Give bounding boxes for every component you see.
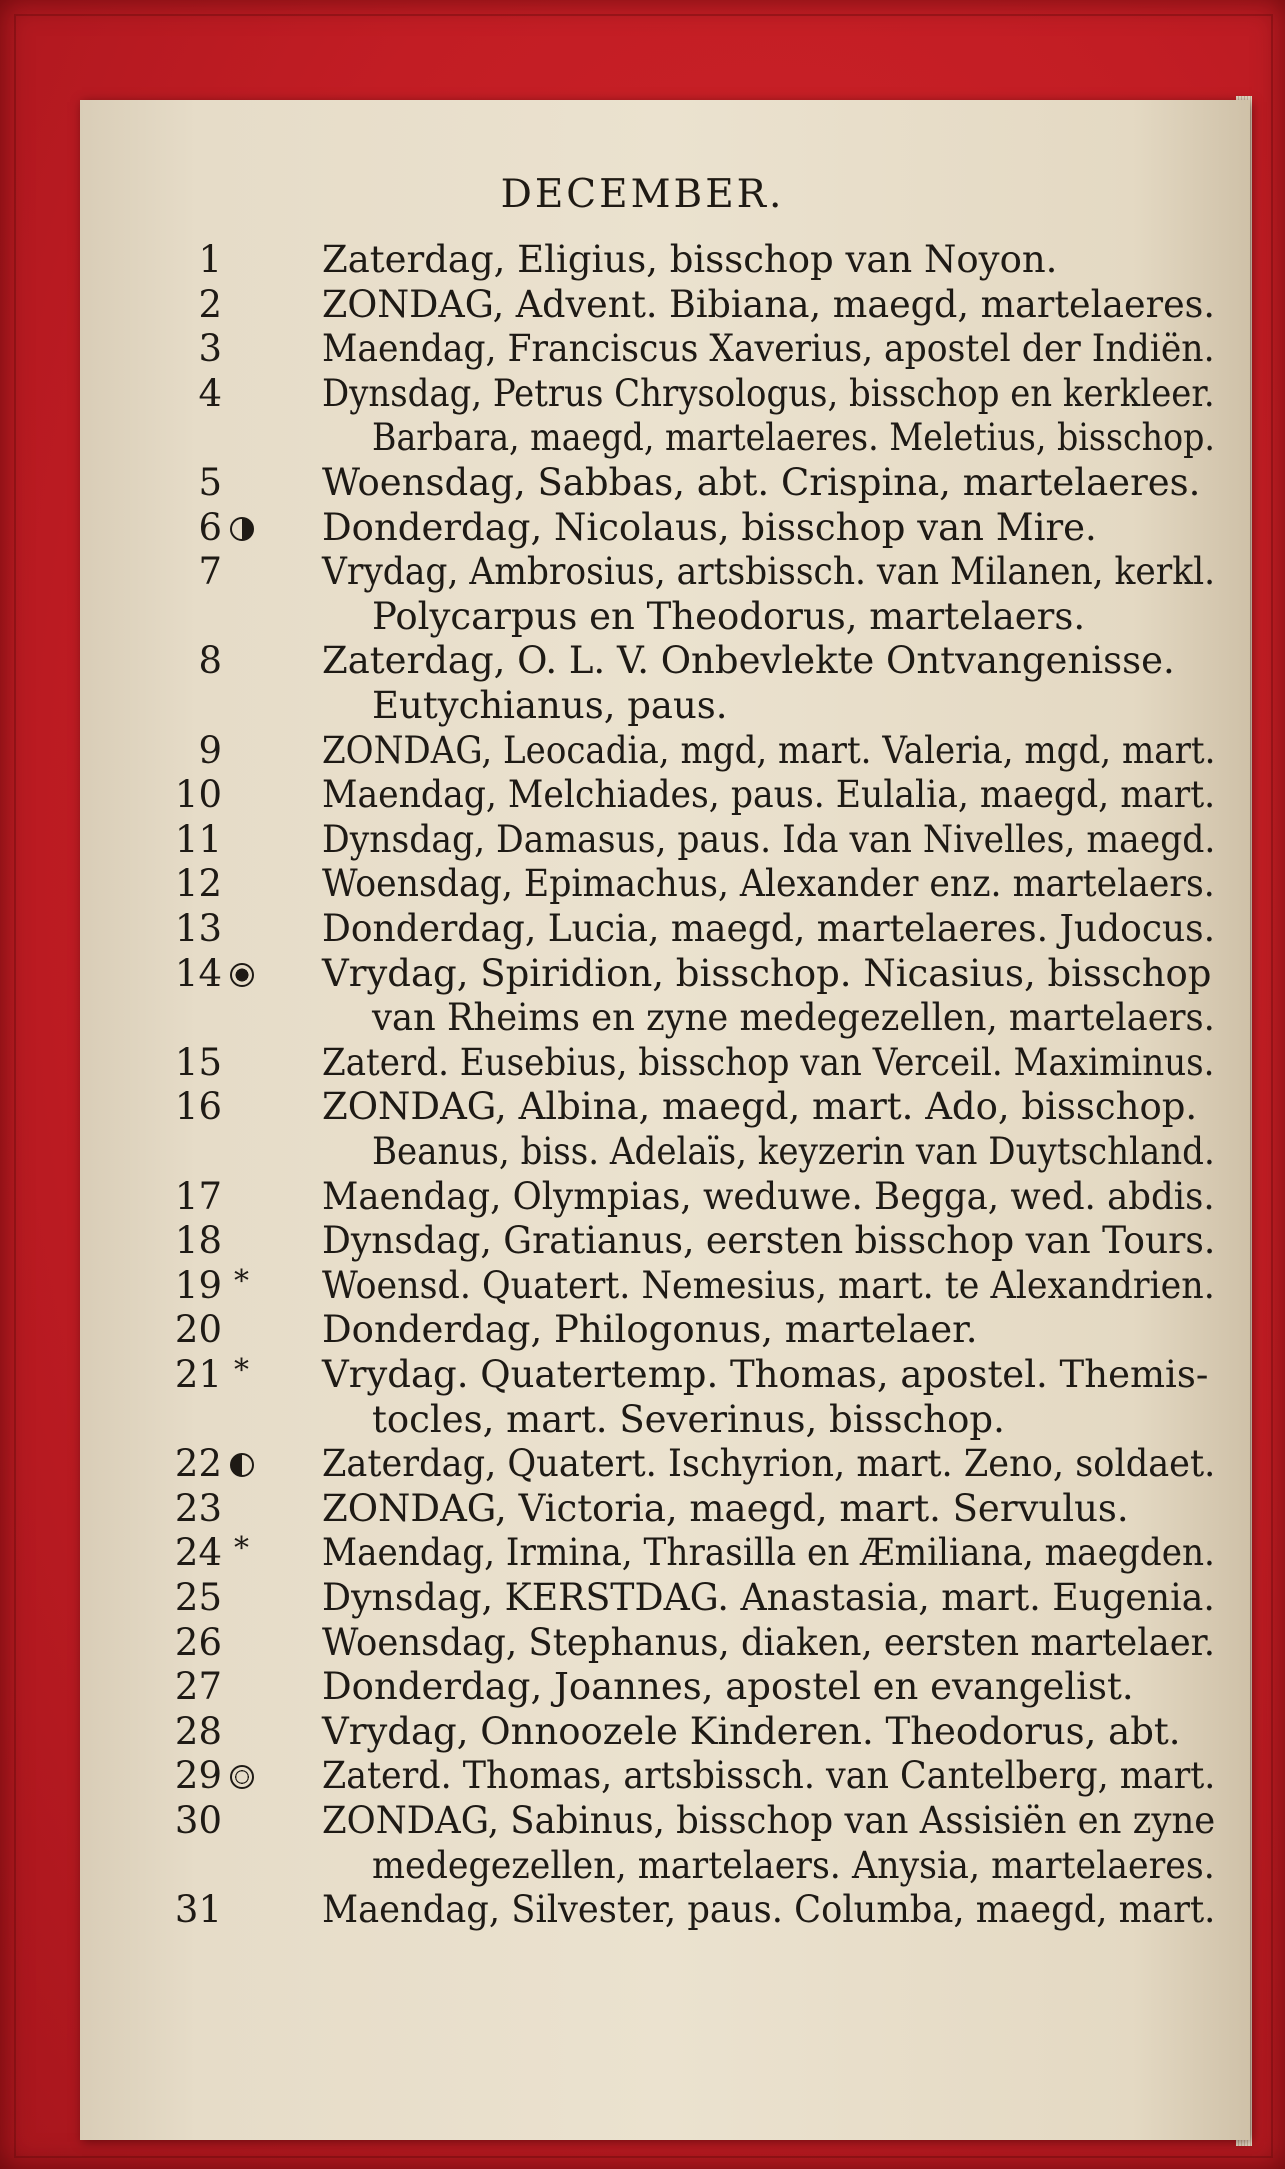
day-number: 1 (198, 238, 222, 281)
entry-text: Maendag, Olympias, weduwe. Begga, wed. abdis. (322, 1174, 1215, 1218)
entry-text: Donderdag, Nicolaus, bisschop van Mire. (322, 505, 1097, 549)
entry-text: ZONDAG, Sabinus, bisschop van Assisiën en zyne (322, 1799, 1216, 1842)
day-number: 16 (174, 1085, 222, 1129)
entry-text: ZONDAG, Albina, maegd, mart. Ado, bisschop. (322, 1085, 1198, 1129)
day-number: 8 (198, 639, 222, 683)
day-number: 9 (198, 728, 222, 772)
entry-text: Maendag, Silvester, paus. Columba, maegd, mart. (322, 1888, 1216, 1932)
day-number: 18 (174, 1219, 222, 1263)
entry-text: Donderdag, Joannes, apostel en evangelist. (322, 1665, 1134, 1709)
entry-text: Zaterd. Thomas, artsbissch. van Cantelberg, mart. (322, 1754, 1216, 1798)
entry-text: Maendag, Melchiades, paus. Eulalia, maegd, mart. (322, 773, 1216, 817)
ember-day-star: * (234, 1353, 249, 1388)
entry-text: Dynsdag, Damasus, paus. Ida van Nivelles, maegd. (322, 817, 1216, 861)
day-number: 30 (174, 1799, 222, 1842)
entry-text: Woensd. Quatert. Nemesius, mart. te Alexandrien. (322, 1263, 1215, 1307)
day-number: 31 (174, 1888, 222, 1932)
entry-text: ZONDAG, Victoria, maegd, mart. Servulus. (322, 1486, 1129, 1530)
entry-text: Polycarpus en Theodorus, martelaers. (372, 594, 1086, 638)
day-number: 12 (174, 862, 222, 906)
entry-text: Donderdag, Lucia, maegd, martelaeres. Judocus. (322, 907, 1216, 950)
ember-day-star: * (234, 1263, 249, 1299)
entry-text: Maendag, Franciscus Xaverius, apostel der Indiën. (322, 327, 1215, 371)
day-number: 19 (174, 1263, 222, 1307)
entry-text: Vrydag. Quatertemp. Thomas, apostel. Themis- (322, 1353, 1209, 1396)
entry-text: Dynsdag, KERSTDAG. Anastasia, mart. Eugenia. (322, 1576, 1215, 1619)
first-quarter-moon-icon (230, 517, 254, 541)
entry-text: Barbara, maegd, martelaeres. Meletius, bisschop. (372, 416, 1215, 460)
day-number: 2 (198, 282, 222, 326)
day-number: 17 (174, 1174, 222, 1218)
day-number: 10 (174, 773, 222, 817)
entry-text: Vrydag, Spiridion, bisschop. Nicasius, bisschop (322, 951, 1212, 995)
day-number: 28 (174, 1709, 222, 1753)
day-number: 24 (174, 1531, 222, 1575)
day-number: 22 (174, 1442, 222, 1486)
entry-text: Vrydag, Ambrosius, artsbissch. van Milanen, kerkl. (322, 550, 1216, 594)
day-number: 26 (174, 1620, 222, 1664)
entry-text: Zaterd. Eusebius, bisschop van Verceil. Maximinus. (322, 1040, 1215, 1084)
day-number: 7 (198, 550, 222, 594)
entry-text: Beanus, biss. Adelaïs, keyzerin van Duytschland. (372, 1130, 1215, 1173)
entry-text: Dynsdag, Gratianus, eersten bisschop van Tours. (322, 1219, 1216, 1263)
day-number: 25 (174, 1576, 222, 1619)
entry-text: Woensdag, Sabbas, abt. Crispina, martelaeres. (322, 461, 1201, 504)
day-number: 27 (174, 1665, 222, 1709)
entry-text: medegezellen, martelaers. Anysia, martelaeres. (372, 1843, 1215, 1887)
last-quarter-moon-icon (230, 1453, 254, 1477)
page-title: DECEMBER. (500, 172, 785, 217)
entry-text: Vrydag, Onnoozele Kinderen. Theodorus, abt. (322, 1709, 1181, 1753)
entry-text: van Rheims en zyne medegezellen, martelaers. (372, 996, 1215, 1040)
entry-text: Woensdag, Epimachus, Alexander enz. martelaers. (322, 862, 1215, 906)
day-number: 3 (198, 327, 222, 371)
entry-text: Zaterdag, Eligius, bisschop van Noyon. (322, 238, 1058, 281)
day-number: 6 (198, 505, 222, 549)
day-number: 23 (174, 1486, 222, 1530)
day-number: 14 (174, 951, 222, 995)
day-number: 21 (174, 1353, 222, 1396)
entry-text: Donderdag, Philogonus, martelaer. (322, 1308, 978, 1352)
day-number: 4 (198, 371, 222, 415)
full-moon-icon (230, 963, 254, 987)
day-number: 13 (174, 907, 222, 950)
entry-text: ZONDAG, Leocadia, mgd, mart. Valeria, mgd, mart. (322, 728, 1216, 772)
entry-text: Zaterdag, Quatert. Ischyrion, mart. Zeno, soldaet. (322, 1442, 1216, 1486)
day-number: 5 (198, 461, 222, 504)
ember-day-star: * (234, 1531, 249, 1567)
entry-text: ZONDAG, Advent. Bibiana, maegd, martelaeres. (322, 282, 1215, 326)
entry-text: Zaterdag, O. L. V. Onbevlekte Ontvangenisse. (322, 639, 1175, 683)
day-number: 29 (174, 1754, 222, 1798)
entry-text: Eutychianus, paus. (372, 684, 728, 727)
entry-text: Maendag, Irmina, Thrasilla en Æmiliana, maegden. (322, 1531, 1215, 1575)
day-number: 15 (174, 1040, 222, 1084)
entry-text: Dynsdag, Petrus Chrysologus, bisschop en kerkleer. (322, 371, 1215, 415)
entry-text: Woensdag, Stephanus, diaken, eersten martelaer. (322, 1620, 1216, 1664)
day-number: 20 (174, 1308, 222, 1352)
entry-text: tocles, mart. Severinus, bisschop. (372, 1397, 1005, 1441)
day-number: 11 (174, 817, 222, 861)
